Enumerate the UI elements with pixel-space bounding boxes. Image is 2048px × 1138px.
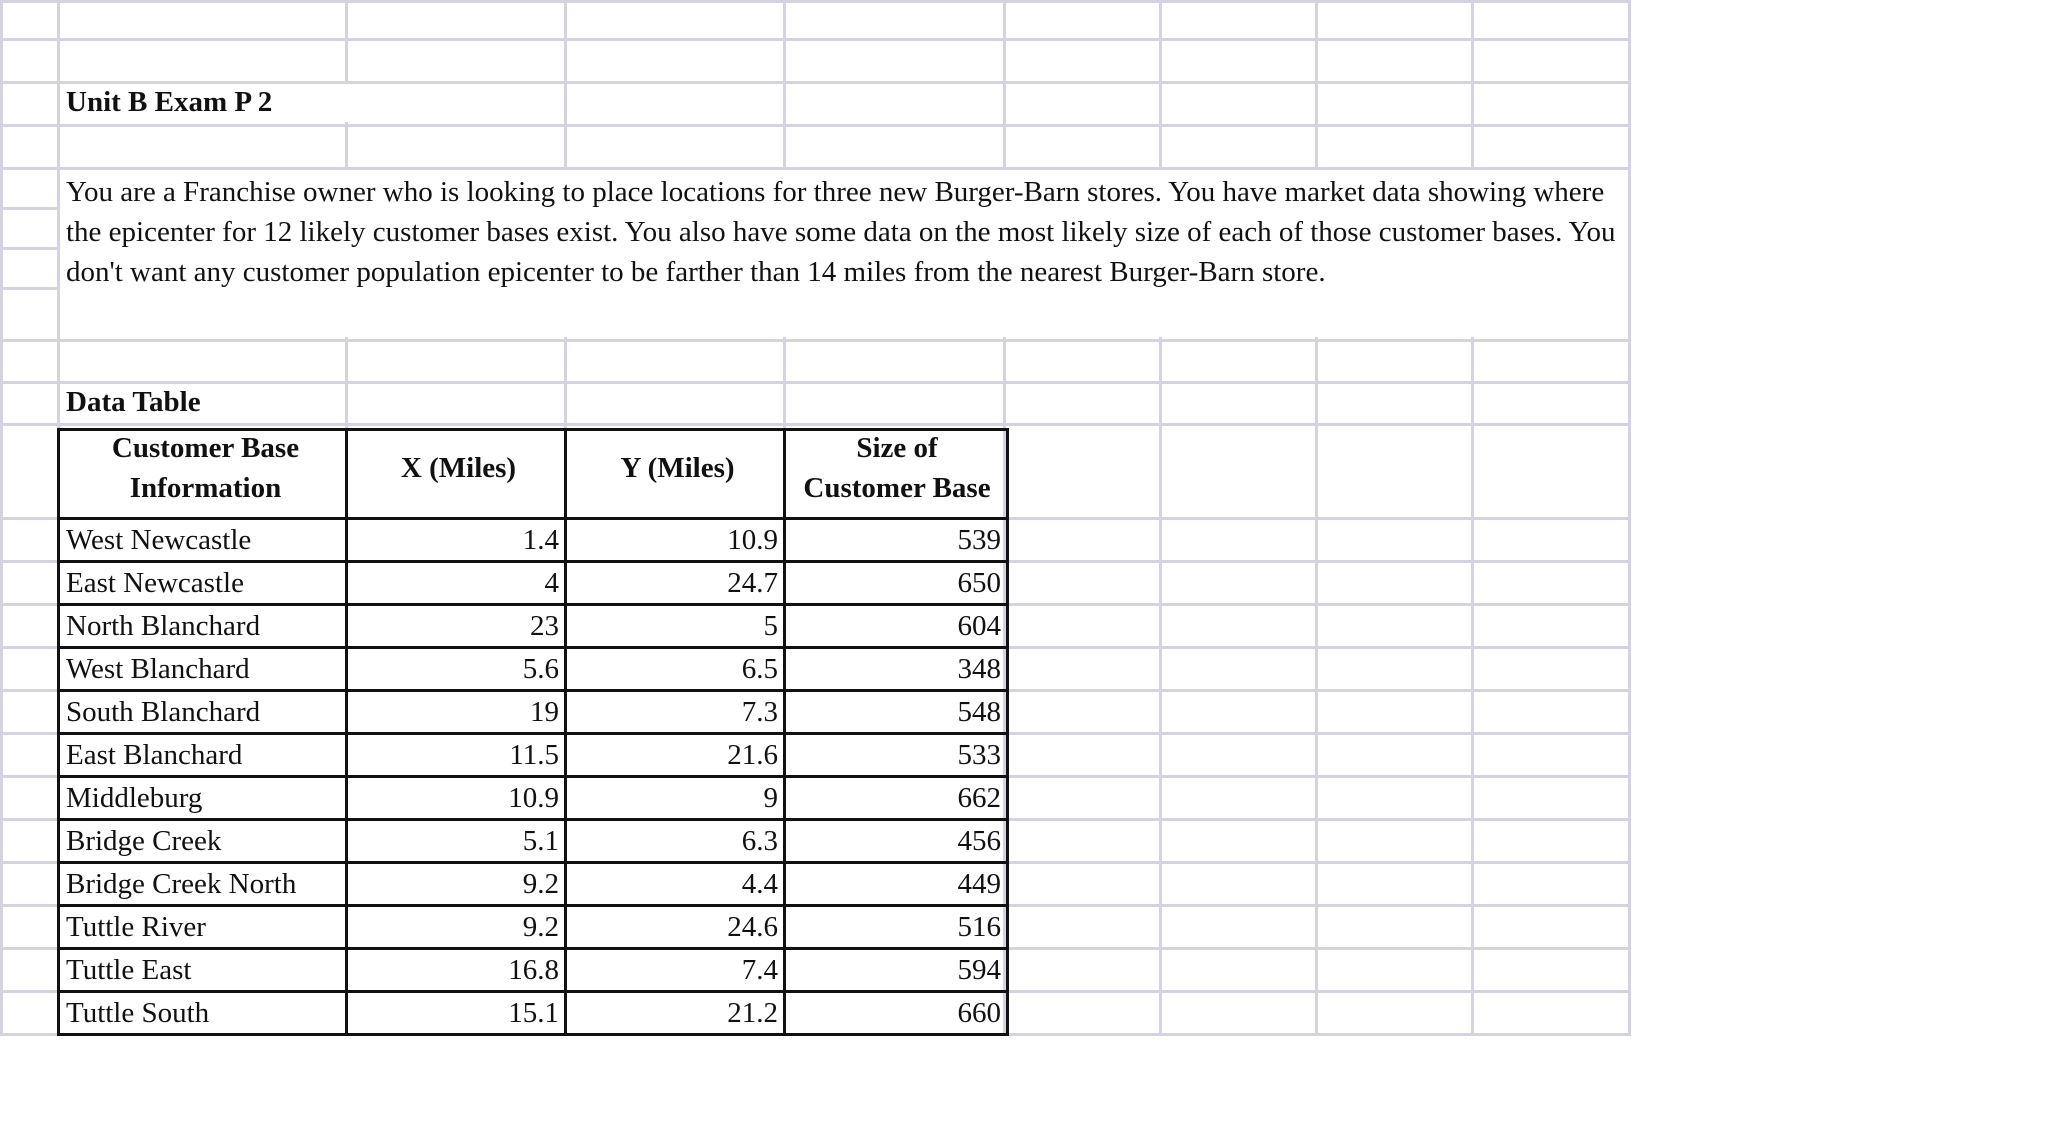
cell-customer-name[interactable]: West Blanchard	[66, 653, 250, 685]
cell-x-miles[interactable]: 4	[544, 567, 559, 599]
cell-customer-name[interactable]: Tuttle East	[66, 954, 192, 986]
problem-description[interactable]: You are a Franchise owner who is looking to place locations for three new Burger-Barn stores. You have market data showing where the epicenter for 12 likely customer bases exist. You also have some data on the most likely size of each of those customer bases. You don't want any customer population epicenter to be farther than 14 miles from the nearest Burger-Barn store.	[66, 176, 1616, 288]
header-customer-base-line2: Information	[129, 472, 282, 504]
cell-customer-name[interactable]: Middleburg	[66, 782, 203, 814]
cell-y-miles[interactable]: 21.6	[727, 739, 778, 771]
cell-y-miles[interactable]: 24.6	[727, 911, 778, 943]
cell-customer-size[interactable]: 548	[957, 696, 1001, 728]
cell-customer-name[interactable]: Tuttle River	[66, 911, 206, 943]
cell-customer-name[interactable]: East Newcastle	[66, 567, 244, 599]
cell-x-miles[interactable]: 10.9	[508, 782, 559, 814]
cell-x-miles[interactable]: 5.1	[522, 825, 559, 857]
cell-customer-name[interactable]: North Blanchard	[66, 610, 261, 642]
cell-x-miles[interactable]: 23	[530, 610, 559, 642]
sheet-title[interactable]: Unit B Exam P 2	[66, 86, 273, 118]
cell-customer-size[interactable]: 449	[957, 868, 1001, 900]
cell-customer-size[interactable]: 604	[957, 610, 1001, 642]
data-table-label[interactable]: Data Table	[66, 386, 201, 418]
cell-customer-name[interactable]: Bridge Creek	[66, 825, 222, 857]
cell-x-miles[interactable]: 5.6	[522, 653, 559, 685]
cell-x-miles[interactable]: 15.1	[508, 997, 559, 1029]
cell-customer-name[interactable]: South Blanchard	[66, 696, 261, 728]
header-size-line1: Size of	[856, 432, 938, 464]
cell-customer-size[interactable]: 594	[957, 954, 1001, 986]
cell-customer-name[interactable]: West Newcastle	[66, 524, 252, 556]
cell-customer-size[interactable]: 650	[957, 567, 1001, 599]
cell-x-miles[interactable]: 19	[530, 696, 559, 728]
cell-y-miles[interactable]: 5	[763, 610, 778, 642]
cell-customer-size[interactable]: 533	[957, 739, 1001, 771]
cell-y-miles[interactable]: 6.3	[741, 825, 778, 857]
cell-y-miles[interactable]: 10.9	[727, 524, 778, 556]
cell-y-miles[interactable]: 7.4	[741, 954, 778, 986]
header-y-miles[interactable]: Y (Miles)	[620, 452, 735, 484]
cell-x-miles[interactable]: 9.2	[522, 911, 559, 943]
cell-x-miles[interactable]: 1.4	[522, 524, 559, 556]
header-customer-base-line1: Customer Base	[111, 432, 300, 464]
header-customer-base[interactable]	[62, 428, 349, 508]
cell-y-miles[interactable]: 9	[763, 782, 778, 814]
cell-y-miles[interactable]: 7.3	[741, 696, 778, 728]
cell-x-miles[interactable]: 9.2	[522, 868, 559, 900]
header-size[interactable]	[787, 428, 1007, 508]
cell-y-miles[interactable]: 6.5	[741, 653, 778, 685]
cell-customer-name[interactable]: Bridge Creek North	[66, 868, 297, 900]
cell-customer-size[interactable]: 660	[957, 997, 1001, 1029]
cell-customer-size[interactable]: 516	[957, 911, 1001, 943]
cell-y-miles[interactable]: 21.2	[727, 997, 778, 1029]
cell-customer-size[interactable]: 662	[957, 782, 1001, 814]
cell-y-miles[interactable]: 4.4	[741, 868, 778, 900]
cell-customer-name[interactable]: Tuttle South	[66, 997, 210, 1029]
cell-x-miles[interactable]: 11.5	[509, 739, 559, 771]
cell-customer-size[interactable]: 348	[957, 653, 1001, 685]
cell-customer-name[interactable]: East Blanchard	[66, 739, 243, 771]
cell-y-miles[interactable]: 24.7	[727, 567, 778, 599]
header-x-miles[interactable]: X (Miles)	[400, 452, 517, 484]
cell-x-miles[interactable]: 16.8	[508, 954, 559, 986]
header-size-line2: Customer Base	[803, 472, 991, 504]
cell-customer-size[interactable]: 456	[957, 825, 1001, 857]
cell-customer-size[interactable]: 539	[957, 524, 1001, 556]
